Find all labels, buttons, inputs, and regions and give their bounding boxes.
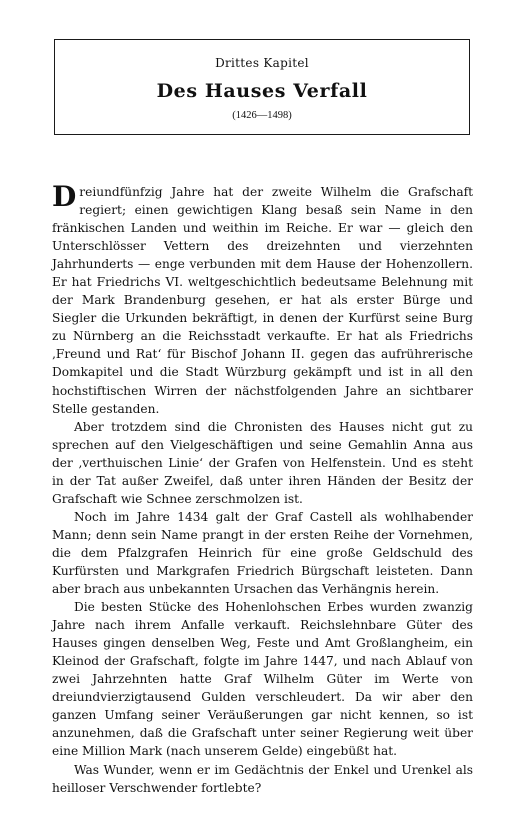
- dropcap: D: [52, 180, 77, 213]
- chapter-title: Des Hauses Verfall: [156, 80, 368, 102]
- paragraph-text: reiundfünfzig Jahre hat der zweite Wilhelm die Grafschaft regiert; einen gewichtigen Klang besaß sein Name in den fränkischen Landen und weithin im Reiche. Er war — gleich den Unterschlösser Vettern des dreizehnten und vierzehnten Jahrhunderts — enge verbunden mit dem Hause der Hohenzollern. Er hat Friedrichs VI. weltgeschichtlich bedeutsame Belehnung mit der Mark Brandenburg gesehen, er hat als erster Bürge und Siegler die Urkunden bekräftigt, in denen der Kurfürst seine Burg zu Nürnberg an die Reichsstadt verkaufte. Er hat als Friedrichs ‚Freund und Rat‘ für Bischof Johann II. gegen das aufrührerische Domkapitel und die Stadt Würzburg gekämpft und ist in all den hochstiftischen Wirren der nächstfolgenden Jahre an sichtbarer Stelle gestanden.: [52, 185, 473, 416]
- paragraph: Noch im Jahre 1434 galt der Graf Castell als wohlhabender Mann; denn sein Name prangt in der ersten Reihe der Vornehmen, die dem Pfalzgrafen Heinrich für eine große Geldschuld des Kurfürsten und Markgrafen Friedrich Bürgschaft leisteten. Dann aber brach aus unbekannten Ursachen das Verhängnis herein.: [52, 509, 473, 597]
- paragraph: Was Wunder, wenn er im Gedächtnis der Enkel und Urenkel als heilloser Verschwender fortlebte?: [52, 762, 473, 795]
- paragraph: Aber trotzdem sind die Chronisten des Hauses nicht gut zu sprechen auf den Vielgeschäftigen und seine Gemahlin Anna aus der ‚verthuischen Linie‘ der Grafen von Helfenstein. Und es steht in der Tat außer Zweifel, daß unter ihren Händen der Besitz der Grafschaft wie Schnee zerschmolzen ist.: [52, 419, 473, 506]
- body-text: [52, 180, 473, 797]
- paragraph: [52, 180, 473, 418]
- chapter-label: Drittes Kapitel: [215, 56, 309, 70]
- chapter-heading-box: [54, 39, 470, 135]
- chapter-dates: (1426—1498): [232, 110, 292, 121]
- paragraph: Die besten Stücke des Hohenlohschen Erbes wurden zwanzig Jahre nach ihrem Anfalle verkauft. Reichslehnbare Güter des Hauses gingen denselben Weg, Feste und Amt Großlangheim, ein Kleinod der Grafschaft, folgte im Jahre 1447, und nach Ablauf von zwei Jahrzehnten hatte Graf Wilhelm Güter im Werte von dreiundvierzigtausend Gulden verschleudert. Da wir aber den ganzen Umfang seiner Veräußerungen gar nicht kennen, so ist anzunehmen, daß die Grafschaft unter seiner Regierung weit über eine Million Mark (nach unserem Gelde) eingebüßt hat.: [52, 600, 473, 759]
